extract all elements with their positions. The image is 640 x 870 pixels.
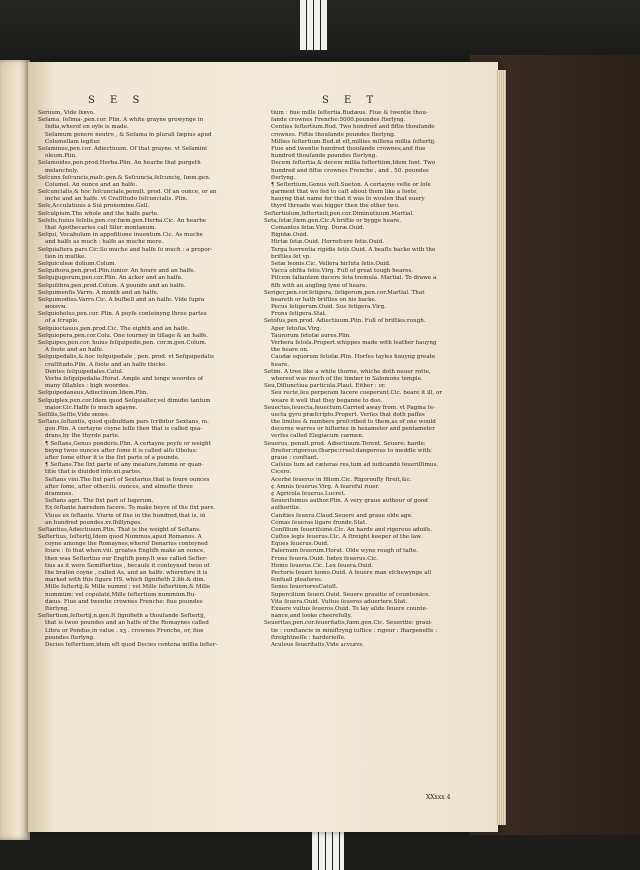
entry-line: tiûm : fiue mille ſeſtertia.Budæus. Fiue & twentie thou- xyxy=(271,110,428,116)
entry-line: Seſtantius,Adiectiuum.Plin. That is the weight of Seſtans. xyxy=(38,526,201,533)
entry-line: Seſculpium.The whole and the halfe parte. xyxy=(38,210,159,217)
entry-line: ¶ Seſtans.The ſixt parte of any meaſure,ſumme or quan- xyxy=(45,462,204,469)
entry-line: Senes ſeuerioresCatull. xyxy=(271,584,338,591)
entry-line: Seſtans vini.The ſixt part of Sextarius,that is foure ounces xyxy=(45,476,210,483)
entry-line: Columel. An ounce and an halfe. xyxy=(45,181,138,188)
entry-line: garment that wo ſed to caſt about them like a ſeete, xyxy=(271,189,419,196)
entry-line: melancholy. xyxy=(45,167,79,174)
entry-line: Seuerus, penult.prod. Adiectiuum.Terent. Seuere: harde: xyxy=(264,440,426,447)
entry-line: an hundred poundes.xv.ſhillynges. xyxy=(45,519,142,526)
entry-line: dæus. Fiue and twentie crownes Frenche: fiue poundes xyxy=(45,598,203,605)
entry-line: ¶ Seſtans,Genus ponderis.Plin. A certayne poyſe or weight xyxy=(45,440,211,447)
running-head-left: S E S xyxy=(88,95,146,106)
entry-line: Frons ſeuera.Ouid. Iudex ſeuerus.Cic. xyxy=(271,555,379,562)
entry-line: heare. xyxy=(271,361,290,368)
entry-line: Verbera ſetoſa.Propert.whippes made with leather hauyng xyxy=(271,340,437,346)
page-edges xyxy=(496,70,506,825)
entry-line: Aculeus ſeueritatis,Vide ᴀᴄᴠʟᴇᴠꜱ. xyxy=(271,641,364,648)
entry-line: that Apothecaries call Siler montanum. xyxy=(45,225,157,231)
entry-line: Seſcuncialis,& hoc ſeſcunciale,penult. prod. Of an ounce, or an xyxy=(38,189,217,196)
entry-line: Seſquilibra,pen.prod.Colum. A pounde and an halfe. xyxy=(38,282,186,289)
entry-line: Seueritas,pen.cor.ſeueritatis,ſœm.gen.Cic. Seueritie: graui- xyxy=(264,620,433,627)
right-column xyxy=(264,110,484,649)
entry-line: Piſcem ſaliantem ducere ſeta tremula. Martial. To drawe a xyxy=(271,275,437,282)
entry-line: and halfe as much : halfe as muche more. xyxy=(45,239,164,246)
entry-line: the heare on. xyxy=(271,347,309,354)
entry-line: Exuere vultus ſeueros.Ouid. To lay aſide ſeuere counte- xyxy=(271,605,428,612)
entry-line: India,wherof en oyle is made. xyxy=(45,124,129,131)
entry-line: Cicero. xyxy=(271,469,292,476)
entry-line: A foote and an halfe. xyxy=(45,347,104,354)
entry-line: ¢ Agricola ſeuerus.Lucret. xyxy=(271,490,346,497)
entry-line: Seſcunx ſeſcuncis,maſc.gen.& Seſcuncia,ſeſcuncię, ſœm.gen. xyxy=(38,174,211,181)
entry-line: inche and an halfe. vt Craſſitudo ſeſcuncialis. Plin. xyxy=(45,196,188,203)
entry-line: Seſſilis,Seſſio,Vide ꜱᴇᴅᴇᴏ. xyxy=(38,411,110,418)
entry-line: tie : conſtancie in miniſtryng iuſtice : rigour : ſharpeneſſe : xyxy=(271,627,438,634)
entry-line: Comantes ſetæ.Virg. Duræ.Ouid. xyxy=(271,225,365,231)
scale-ruler-bottom xyxy=(312,826,344,870)
entry-line: Seſtertium,ſeſtertij,n.gen.It ſignifieth a thouſande Seſtertij, xyxy=(38,613,206,620)
entry-line: Vita ſeuera.Ouid. Vultus ſeueros aduertere.Stat. xyxy=(271,598,408,605)
entry-line: Acerbè ſeuerus in filium.Cic. Rigorouſly ſtreit,&c. xyxy=(271,476,412,483)
entry-line: Seſquijugerum,pen.cor.Plin. An ácker and an halfe. xyxy=(38,275,183,282)
entry-line: nance,and looke cheerefully. xyxy=(271,613,352,620)
entry-line: Seſquipedalis,& hoc ſeſquipedale , pen. prod. vt Seſquipedalis xyxy=(38,354,214,361)
entry-line: Seſtertius, ſeſtertij,Idem quod Nummus,apud Romanos. A xyxy=(38,534,202,541)
entry-line: ¶ Seſtertium,Genus veſt.Sueton. A certayne veſte or loſe xyxy=(271,181,431,188)
entry-line: tius as it were Semiſtertius , becauſe it conteyned twoo of xyxy=(45,562,210,569)
entry-line: Aper ſetoſus.Virg. xyxy=(271,325,322,332)
entry-line: authoritie. xyxy=(271,505,301,512)
entry-line: drans,by the thyrde parte. xyxy=(45,433,120,440)
entry-line: craſſitudo.Plin. A foote and an halfe thicke. xyxy=(45,361,168,368)
entry-line: Seſama, ſeſima-,pen.cor. Plin. A white grayne growynge in xyxy=(38,117,204,124)
entry-line: Seſtertiolum,ſeſtertioli,pen.cor.Diminutiuum.Martial. xyxy=(264,210,414,217)
entry-line: nummûm: vel copulatè,Mille ſeſtertium nummûm.Bu- xyxy=(45,591,197,598)
entry-line: Seſquiopera,pen.cor.Colu. One iourney in tillage & an halfe. xyxy=(38,332,209,339)
entry-line: Rigidæ.Ouid. xyxy=(271,232,309,239)
entry-line: ᴍᴏᴅɪᴠᴍ. xyxy=(45,304,68,311)
entry-line: the braſen coyne , called As, and an halfe. wherefore it is xyxy=(45,570,208,576)
entry-line: Eques ſeuerus.Ouid. xyxy=(271,541,329,548)
entry-line: Hirtæ ſetæ.Ouid. Horrefcere ſetis.Ouid. xyxy=(271,239,384,246)
entry-line: Seſquiplex,pen.cor.Idem quod Seſquialter,vel dimidio tantum xyxy=(38,397,211,404)
entry-line: maior.Cic.Halfe ſo much agayne. xyxy=(45,404,138,411)
entry-line: Setim. A tree like a white thorne, whiche doth neuer rotte, xyxy=(264,368,431,375)
entry-line: that is twoo poundes and an halfe of the Romaynes called xyxy=(45,620,209,627)
entry-line: briſtles ſet vp. xyxy=(271,253,312,260)
entry-line: tion in muſike. xyxy=(45,253,87,260)
entry-line: Seſquipedaneus,Adiectiuum.Idem.Plin. xyxy=(38,390,149,397)
entry-line: Seſquimodius.Varro.Cic. A buſhell and an halfe. Vide ſupra xyxy=(38,296,205,303)
entry-line: Centies ſeſtertium.Bud. Two hundred and fiftie thouſande xyxy=(271,124,435,131)
entry-line: Seſquiobolus,pen.cor. Plin. A poyſe conteinyng three partes xyxy=(38,311,207,318)
entry-line: drammes. xyxy=(45,490,74,497)
entry-line: hundred thouſande poundes ſterlyng. xyxy=(271,153,378,160)
entry-line: Mille ſeſtertij.& Mille nummi : vel Mille ſeſtertiûm,& Mille xyxy=(45,584,211,591)
entry-line: Viuus ex ſeſtante. Viurie of ſixe in the hundred,that is, in xyxy=(45,512,206,519)
entry-line: Fiue and twentie hundred thouſande crownes,and fiue xyxy=(271,145,426,152)
entry-line: gen.Plin. A certayne coyne leſſe then that is called qua- xyxy=(45,426,203,433)
entry-line: Seſquihora,pen.prod.Plin.iunior. An houre and an halfe. xyxy=(38,268,196,275)
entry-line: ſenſuall pleaſures. xyxy=(271,577,323,584)
entry-line: Millies ſeſtertium.Bud.id eſt,millies millena millia ſeſtertij. xyxy=(271,138,436,145)
entry-line: ſterlyng. xyxy=(45,605,70,612)
entry-line: Falernum ſeuerum.Horat. Olde wyne rough of taſte. xyxy=(271,548,419,555)
entry-line: Comas ſeueras ligare fronde.Stat. xyxy=(271,519,367,526)
entry-line: Setæ leonis.Cic. Vellera hirſuta ſetis.Ouid. xyxy=(271,260,391,267)
entry-line: beareth or hath briſtles on his backe. xyxy=(271,296,377,303)
entry-line: Seſaminus,pen.cor. Adiectiuum. Of that grayne. vt Seſamini xyxy=(38,145,207,152)
entry-line: Seſqui, Vocabulum in appoſitione inuentum.Cic. As muche xyxy=(38,232,203,239)
entry-line: Verba ſeſquipedalia.Horat. Ample and longe woordes of xyxy=(45,375,203,382)
entry-line: Seſe,Accuſatiuus à Sui pronomine.Gell. xyxy=(38,203,150,210)
entry-line: Cuſtos legis ſeuerus.Cic. A ſtreight keeper of the law. xyxy=(271,534,422,541)
entry-line: decerne warres or hiſtories in hexameter and pentameter xyxy=(271,426,435,433)
entry-line: of a ſcruple. xyxy=(45,318,80,325)
entry-line: Frons ſetigera.Stat. xyxy=(271,311,327,318)
entry-line: titie that is diuided into.xii.partes. xyxy=(45,469,142,476)
entry-line: ſande crownes Frenche:5000.poundes ſterlyng. xyxy=(271,117,406,124)
entry-line: Vacca obſita ſetis.Virg. Full of great tough heares. xyxy=(271,268,414,275)
entry-line: Seſtans agri. The ſixt part of Iugerum. xyxy=(45,498,154,505)
entry-line: Seu,Diſiunctiua particula.Plaut. Either : or. xyxy=(264,383,386,390)
entry-line: after ſome, after other.iii. ounces, and almoſte three xyxy=(45,483,193,490)
entry-line: ſtreiter:rigorous:ſharpe:cruel:dangerous to meddle with: xyxy=(271,447,432,454)
entry-line: Decies ſeſtertium,idem eſt quod Decies centena millia ſeſter- xyxy=(45,641,218,648)
entry-line: the limites & numbers preſcribed to them,as of one would xyxy=(271,419,436,426)
entry-line: Caudæ equorum ſetoſæ.Plin. Horſes tayles hauyng greate xyxy=(271,354,436,361)
entry-line: ſtreightneſſe : harderieſſe. xyxy=(271,634,346,641)
entry-line: oleum.Plin. xyxy=(45,153,77,160)
entry-line: Setoſus,pen.prod. Adiectiuum.Plin. Full of briſtles:rough. xyxy=(264,318,426,325)
entry-line: Seuectus,ſeuecta,ſeuectum.Carried away from. vt Pagina ſe- xyxy=(264,404,436,411)
running-head-right: S E T xyxy=(322,95,380,106)
entry-line: Dentes ſeſquipedales.Catul. xyxy=(45,368,124,375)
entry-line: Seruum, Vide ſᴇʀᴠᴏ. xyxy=(38,110,96,116)
entry-line: verſes called Elegiacum carmen. xyxy=(271,433,364,440)
entry-line: thyrd threade was bigger then the other two. xyxy=(271,203,400,210)
entry-line: Seſamum genere neutro , & Seſama in plurali ſæpius apud xyxy=(45,131,212,138)
entry-line: Conſilium ſeueriſsimè.Cic. An harde and rigorous aduiſe. xyxy=(271,526,433,533)
entry-line: then was Seſtertius our Engliſh peny.It was called Seſter- xyxy=(45,555,208,562)
entry-line: uecta gyro præſcripto.Propert. Verſes that doth paſſes xyxy=(271,411,425,418)
entry-line: Seſelis,huius ſeſelis,pen.cor.ſœm.gen.Herba.Cic. An hearbe xyxy=(38,217,207,224)
scale-ruler-top xyxy=(300,0,328,50)
signature-mark: XXxxx 4 xyxy=(426,794,451,801)
entry-line: Supercilium ſeueri.Ouid. Seuere grauitie of countenãce. xyxy=(271,591,431,598)
entry-line: Pecus ſetigerum.Ouid. Sus ſetigera.Virg. xyxy=(271,304,386,311)
entry-line: Terga horrentia rigidis ſetis.Ouid. A beaſts backe with the xyxy=(271,246,436,253)
entry-line: whereof was much of the timber in Salomons temple. xyxy=(271,375,423,382)
entry-line: fiſh with an angling lyne of heare. xyxy=(271,282,368,289)
entry-line: crownes. Fiftie thouſande poundes ſterlyng. xyxy=(271,131,396,138)
entry-line: Seſtans,ſeſtantis, quod quibuſdam pars ſcribitur Sextans, m. xyxy=(38,419,209,426)
entry-line: many ſillables : high woordes. xyxy=(45,383,131,390)
entry-line: beyng twoo ounces after ſome it is called alſo Obolus: xyxy=(45,447,198,454)
entry-line: Columellam legitur. xyxy=(45,138,101,145)
entry-line: Homo ſeuerus.Cic. Lex ſeuera.Ouid. xyxy=(271,562,374,569)
entry-line: poundes ſterlyng. xyxy=(45,634,95,641)
entry-line: Seſquialtera pars.Cic.So muche and halfe ſo much : a propor- xyxy=(38,246,213,253)
entry-line: Caſsius tum ad cæteras res,tum ad iudicandû ſeueriſſimus. xyxy=(271,462,439,469)
entry-line: Seta,ſetæ,ſœm.gen.Cic.A briſtle or bygge heare. xyxy=(264,217,401,224)
entry-line: Seu rectè,ſeu perperam facere coeperunt.Cic. beare it ill, or xyxy=(271,390,443,397)
entry-line: Pectoris ſeueri homo.Ouid. A ſeuere man eſchewynge all xyxy=(271,570,432,576)
entry-line: Seriger,pen.cor.ſetigera, ſetigerum,pen.cor.Martial. That xyxy=(264,289,425,296)
entry-line: Ex ſeſtante hæredem facere. To make heyre of the ſixt pare. xyxy=(45,505,216,512)
entry-line: Taurorum ſetoſæ aures.Plin. xyxy=(271,332,352,339)
facing-page-edge xyxy=(0,60,30,840)
entry-line: Seſamoides,pen.prod.Herba.Plin. An hearbe that purgeth xyxy=(38,160,201,167)
entry-line: weare it well that they beganne to doo. xyxy=(271,397,383,404)
entry-line: ſterlyng. xyxy=(271,174,296,181)
entry-line: foure : ſo that when.viii. groates Engliſh make an ounce, xyxy=(45,548,206,555)
entry-line: Seueriſsimus author.Plin. A very graue authour of good xyxy=(271,498,428,505)
entry-line: Seſquiculeæ dolium.Colum. xyxy=(38,260,117,267)
entry-line: Seſquioctauus,pen.prod.Cic. The eighth and an halfe. xyxy=(38,325,190,332)
entry-line: coyne amonge the Romaynes,wherof Denarius conteyned xyxy=(45,541,208,548)
entry-line: Seſquimenſis.Varro. A month and an halfe. xyxy=(38,289,159,296)
entry-line: hauyng that name for that it was ſo woulen that euery xyxy=(271,196,425,203)
entry-line: Libra or Pondus,in value . xʒ . crownes Frenche, or, fiue xyxy=(45,627,204,634)
entry-line: graue : conſtant. xyxy=(271,455,319,461)
entry-line: marked with this ſigure HS. which ſignifieth 2.lib.& dim. xyxy=(45,577,206,584)
entry-line: ¢ Amnis ſeuerus.Virg. A ſeareful riuer. xyxy=(271,483,380,490)
entry-line: Decem ſeſtertia,& decem millia ſeſtertiûm,Idem ſunt. Two xyxy=(271,160,436,167)
left-column xyxy=(38,110,258,649)
entry-line: Canities ſeuera.Claud.Seuere and graue olde age. xyxy=(271,512,413,519)
entry-line: Seſquipes,pen.cor. huius ſeſquipedis,pen. cor.m.gen.Colum. xyxy=(38,340,207,346)
entry-line: after ſome other it is the ſixt parte of a pounde. xyxy=(45,455,180,461)
entry-line: hundred and fiftie crownes Frenche , and . 50. poundes xyxy=(271,167,429,174)
